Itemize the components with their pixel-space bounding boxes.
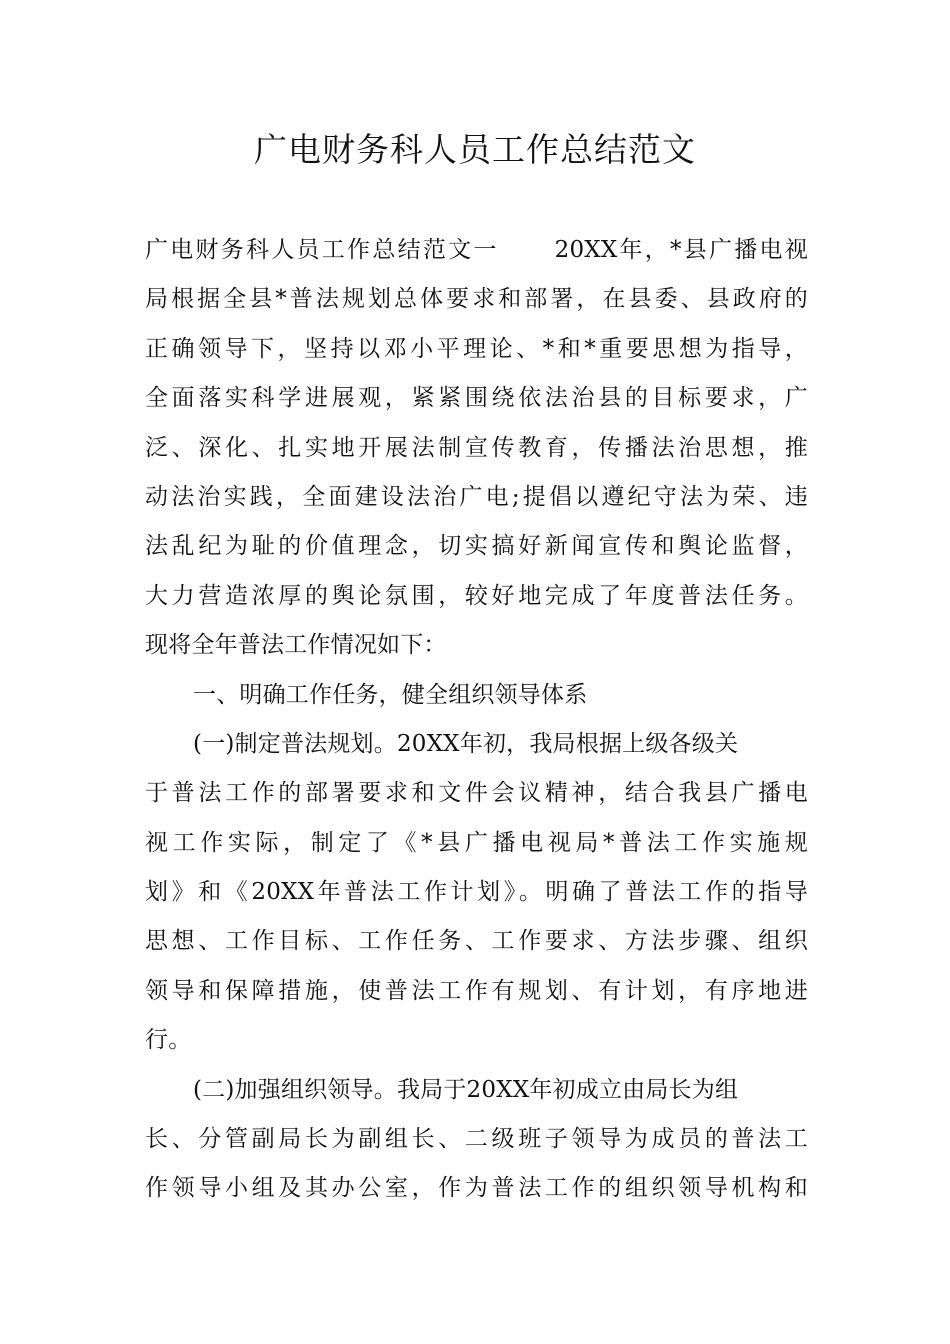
body-line-14: 划》和《20XX年普法工作计划》。明确了普法工作的指导	[145, 879, 808, 906]
body-line-20: 作领导小组及其办公室，作为普法工作的组织领导机构和	[145, 1175, 808, 1202]
body-line-9: 现将全年普法工作情况如下：	[145, 632, 447, 659]
body-line-11: (一)制定普法规划。20XX年初，我局根据上级各级关	[193, 730, 739, 757]
body-line-19: 长、分管副局长为副组长、二级班子领导为成员的普法工	[145, 1126, 808, 1153]
document-title: 广电财务科人员工作总结范文	[254, 130, 696, 169]
body-line-13: 视工作实际，制定了《*县广播电视局*普法工作实施规	[145, 829, 808, 856]
body-line-6: 动法治实践，全面建设法治广电;提倡以遵纪守法为荣、违	[145, 483, 808, 510]
body-line-3: 正确领导下，坚持以邓小平理论、*和*重要思想为指导，	[145, 335, 808, 362]
body-line-12: 于普法工作的部署要求和文件会议精神，结合我县广播电	[145, 780, 808, 807]
document-body	[145, 226, 808, 1214]
doc-subtitle-inline: 广电财务科人员工作总结范文一	[145, 237, 499, 263]
section-heading-1: 一、明确工作任务，健全组织领导体系	[193, 681, 588, 708]
body-line-5: 泛、深化、扎实地开展法制宣传教育，传播法治思想，推	[145, 434, 808, 461]
body-line-18: (二)加强组织领导。我局于20XX年初成立由局长为组	[193, 1076, 739, 1103]
body-line-1	[145, 226, 808, 275]
body-line-8: 大力营造浓厚的舆论氛围，较好地完成了年度普法任务。	[145, 582, 808, 609]
body-line-17: 行。	[145, 1027, 192, 1054]
body-line-2: 局根据全县*普法规划总体要求和部署，在县委、县政府的	[145, 286, 808, 313]
body-line-4: 全面落实科学进展观，紧紧围绕依法治县的目标要求，广	[145, 385, 808, 412]
body-line-16: 领导和保障措施，使普法工作有规划、有计划，有序地进	[145, 977, 808, 1004]
body-line-1-text: 20XX年，*县广播电视	[554, 237, 808, 263]
body-line-15: 思想、工作目标、工作任务、工作要求、方法步骤、组织	[145, 928, 808, 955]
body-line-7: 法乱纪为耻的价值理念，切实搞好新闻宣传和舆论监督，	[145, 533, 808, 560]
